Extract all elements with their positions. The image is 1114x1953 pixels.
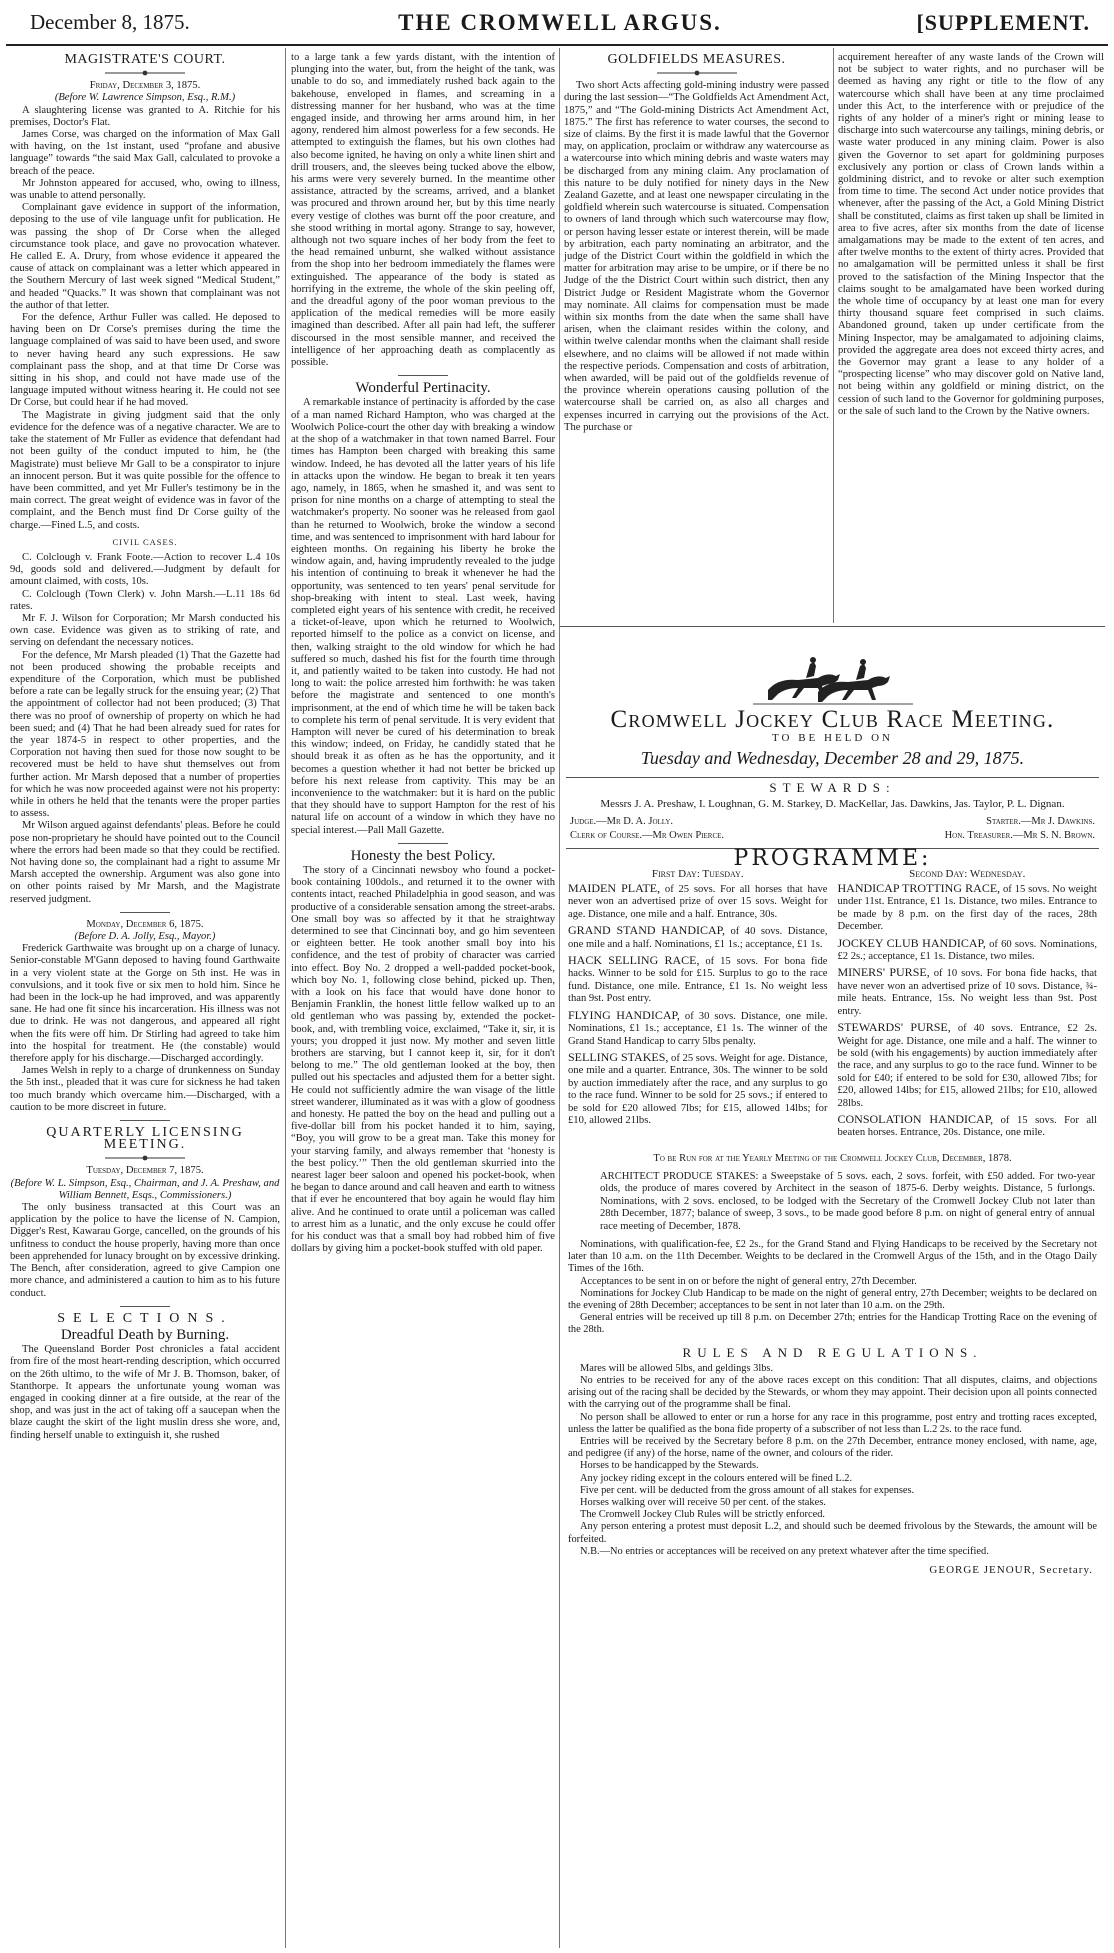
day-heading: First Day: Tuesday. xyxy=(651,867,744,880)
column-divider xyxy=(833,48,834,623)
selections-heading: SELECTIONS. xyxy=(57,1310,233,1326)
race-event xyxy=(568,1051,828,1127)
paragraph: The Magistrate in giving judgment said that the only evidence for the defence was of a negative character. We are to take the statement of Mr Fuller as evidence that defendant had not been guilty of the conduct imputed to him, he (the Magistrate) must believe Mr Gall to be a conspirator to injure an innocent person. But it was quite possible for the offence to have been committed, and yet Mr Fuller's testimony be in the main correct. The great weight of evidence was in favor of the complaint, and the Bench must find Dr Corse guilty of the charge.—Fined L.5, and costs. xyxy=(10,409,280,531)
divider xyxy=(566,777,1099,778)
event-name: FLYING HANDICAP, xyxy=(568,1007,680,1022)
article-heading: Dreadful Death by Burning. xyxy=(60,1326,230,1343)
bench: (Before D. A. Jolly, Esq., Mayor.) xyxy=(74,931,216,943)
event-name: SELLING STAKES, xyxy=(568,1049,669,1064)
race-meeting-title: Cromwell Jockey Club Race Meeting. xyxy=(610,706,1055,733)
ornament-rule xyxy=(105,70,185,76)
racehorses-engraving xyxy=(748,650,918,710)
magistrates-court-heading: MAGISTRATE'S COURT. xyxy=(64,52,226,67)
rule: No entries to be received for any of the above races except on this condition: That all disputes, claims, and objections arising out of the racing shall be decided by the Stewards, or whom they may appoint. Their decision upon all points connected with the carrying out of the programme shall be final. xyxy=(568,1375,1097,1411)
column-3 xyxy=(564,52,829,434)
event-details: of 15 sovs. No weight under 11st. Entrance, £1 1s. Distance, two miles. Entrance to be made by 8 p.m. on the first day of the races, 28th December. xyxy=(837,884,1097,933)
court-date: Friday, December 3, 1875. xyxy=(89,80,201,92)
paragraph: Frederick Garthwaite was brought up on a charge of lunacy. Senior-constable M'Gann deposed to having found Garthwaite in a very violent state at the Gorge on 5th inst. He was in convulsions, and it took five or six men to hold him. Since he had been in the lock-up he had improved, and was apparently sane. He had one fit since his incarceration. His illness was not due to drink. He was not dangerous, and appeared all right when the fits were off him. Dr Stirling had agreed to take him into the hospital for treatment. He (the constable) would therefore apply for his discharge.—Discharged accordingly. xyxy=(10,943,280,1065)
race-event xyxy=(568,954,828,1006)
paragraph: James Welsh in reply to a charge of drunkenness on Sunday the 5th inst., pleaded that it was cure for sickness he had taken too much brandy which overcame him.—Discharged, with a caution to be more discreet in future. xyxy=(10,1065,280,1113)
separator xyxy=(120,912,170,913)
column-4 xyxy=(838,52,1104,418)
paragraph: The only business transacted at this Court was an application by the police to have the license of N. Campion, Digger's Rest, Kawarau Gorge, cancelled, on the grounds of his unfitness to conduct the house properly, having more than once been apprehended for lunacy brought on by excessive drinking. The Bench, after consideration, agreed to give Campion one more chance, and administered a caution to him as to his future conduct. xyxy=(10,1202,280,1299)
stewards-list: Messrs J. A. Preshaw, I. Loughnan, G. M. Starkey, D. MacKellar, Jas. Dawkins, Jas. Taylor, P. L. Dignan. xyxy=(600,797,1065,810)
rules-list xyxy=(560,1363,1105,1558)
race-dates: Tuesday and Wednesday, December 28 and 29, 1875. xyxy=(640,748,1025,769)
ornament-rule xyxy=(105,1155,185,1161)
paragraph: Two short Acts affecting gold-mining industry were passed during the last session—“The Goldfields Act Amendment Act, 1875,” and “The Gold-mining Districts Act Amendment Act, 1875.” The first has reference to water courses, the second to size of claims. By the first it is made lawful that the Governor may, on application, proclaim or withdraw any watercourse as a watercourse into which mining debris and waste waters may be discharged from any mining claim. Any proclamation of this nature to be duly notified for ninety days in the New Zealand Gazette, and at least one newspaper circulating in the goldfield wherein such watercourse is situated. Compensation to owners of land through which such watercourse may flow, or person having lesser estate or interest therein, will be made by arbitration, each party nominating an arbitrator, and the judge of the District Court within the goldfield in which the matter for arbitration may arise to be umpire, or if there be no Judge of the the District Court within such district, then any District Judge or Resident Magistrate whom the Governor may nominate. All claims for compensation must be made within six months from the date when the same shall have arisen, when the claimant resides within the colony, and within twelve calendar months when the claimant shall reside elsewhere, and no claims will be allowed if not made within the respective periods. Compensation and costs of arbitration, when awarded, will be paid out of the goldfields revenue of the province wherein operations causing pollution of the watercourse shall be carried on, as also all charges and expenses incurred in carrying out the provisions of the Act. The purchase or xyxy=(564,80,829,433)
event-details: of 15 sovs. For all beaten horses. Entrance, 20s. Distance, one mile. xyxy=(837,1114,1097,1139)
race-event xyxy=(568,1009,828,1048)
paragraph: James Corse, was charged on the information of Max Gall with having, on the 1st instant, used “profane and abusive language” towards “the said Max Gall, calculated to provoke a breach of the peace. xyxy=(10,129,280,177)
first-day xyxy=(568,868,828,1143)
paragraph: For the defence, Arthur Fuller was called. He deposed to having been on Dr Corse's premises during the time the language complained of was said to have been used, and swore to never having heard any such expressions. He saw complainant pass the shop, and at that time Dr Corse was sitting in his shop, and could not have made use of the language imputed without witness hearing it. He could not see Dr Corse, but could hear if he had moved. xyxy=(10,312,280,409)
rule: Entries will be received by the Secretary before 8 p.m. on the 27th December, entrance money enclosed, with name, age, and pedigree (if any) of the horse, name of the owner, and colours of the rider. xyxy=(568,1436,1097,1460)
race-meeting-advert xyxy=(560,640,1105,1576)
race-event xyxy=(838,937,1098,964)
event-name: MINERS' PURSE, xyxy=(837,965,930,980)
paragraph: Nominations, with qualification-fee, £2 2s., for the Grand Stand and Flying Handicaps to be received by the Secretary not later than 10 a.m. on the 11th December. Weights to be declared in the Cromwell Argus of the 15th, and in the Otago Daily Times of the 16th. xyxy=(568,1238,1097,1275)
judge: Judge.—Mr D. A. Jolly. xyxy=(570,816,674,828)
article-heading: Wonderful Pertinacity. xyxy=(355,380,491,397)
event-details: of 30 sovs. Distance, one mile. Nominations, £1 1s.; acceptance, £1 1s. The winner of the Grand Stand Handicap to carry 5lbs penalty. xyxy=(568,1010,828,1047)
paragraph: Mr Wilson argued against defendants' pleas. Before he could pose non-proprietary he should have pointed out to the Council where the errors had been made so that they could be rectified. Not having done so, the complainant had a right to assume Mr Marsh accepted the ownership. Argument was also gone into on other points raised by Mr Marsh, and the Magistrate reserved judgment. xyxy=(10,820,280,905)
event-name: MAIDEN PLATE, xyxy=(568,881,661,896)
officials-row xyxy=(570,816,1095,828)
event-details: of 60 sovs. Nominations, £2 2s.; acceptance, £1 1s. Distance, two miles. xyxy=(837,938,1097,963)
rule: Mares will be allowed 5lbs, and geldings 3lbs. xyxy=(580,1362,774,1374)
bench: (Before W. Lawrence Simpson, Esq., R.M.) xyxy=(54,92,236,104)
treasurer: Hon. Treasurer.—Mr S. N. Brown. xyxy=(944,830,1095,842)
race-event xyxy=(838,1021,1098,1110)
paragraph: For the defence, Mr Marsh pleaded (1) That the Gazette had not been produced showing the probable receipts and expenditure of the Corporation, which must be published before a rate can be legally struck for the ensuing year; (2) That the appointment of collector had not been produced; (3) That there was no proof of ownership of property on which he had been sued; and (4) That he had been already sued for rates for the year 1874-5 in respect to other properties, and the Corporation not having then sued for those now sought to be recovered must be held to have shut themselves out from further action. Mr Marsh deposed that a number of properties for which he was now proceeded against were not his property: while in others he held that the tenants were the proper parties to assess. xyxy=(10,649,280,820)
article-heading: Honesty the best Policy. xyxy=(350,847,496,864)
event-name: STEWARDS' PURSE, xyxy=(837,1020,951,1035)
event-name: ARCHITECT PRODUCE STAKES: xyxy=(600,1170,759,1182)
column-1 xyxy=(10,52,280,1442)
separator xyxy=(398,375,448,376)
paragraph: to a large tank a few yards distant, with the intention of plunging into the water, but, from the height of the tank, was unable to do so, and immediately rushed back again to the bakehouse, enveloped in flames, and screaming in a distressing manner for her husband, who was at the time engaged inside, and throwing her arms around him, in her agony, rendered him almost powerless for a few seconds. He attempted to extinguish the flames, but his own clothes had also become ignited, he having on only a white linen shirt and drill trousers, and, the sleeves being tucked above the elbow, his arms were very severely burned. In the meantime other assistance, attracted by the screams, arrived, and a blanket was procured and thrown around her, but by this time nearly every vestige of clothes was burnt off the poor creature, and she stood writhing in mortal agony. Strange to say, however, although not two square inches of her body from the feet to the head remained unburnt, she walked without assistance from the shop into her bedroom immediately the flames were extinguished. The appearance of the body is stated as horrifying in the extreme, the whole of the skin peeling off, and the dreadful agony of the poor woman previous to the application of the medical remedies will be more easily imagined than described. After all pain had left, the sufferer discoursed in the most sensible manner, and received the intelligence of her approaching death as complacently as possible. xyxy=(291,52,555,369)
column-2 xyxy=(291,52,555,1256)
event-details: of 40 sovs. Entrance, £2 2s. Weight for age. Distance, one mile and a half. The winner to be sold (with his engagements) by auction immediately after the race, and any surplus to go to the race fund. Winner to be sold for £40; if entered to be sold for £30, allowed 7lbs; for £20, allowed 14lbs; for £15, allowed 21lbs; for £10, allowed 28lbs. xyxy=(837,1023,1097,1109)
event-details: of 10 sovs. For bona fide hacks, that have never won an advertised prize of 10 sovs. Distance, ¾-mile heats. Entrance, 15s. No weight less than 9st. Post entry. xyxy=(837,968,1097,1017)
paragraph: Nominations for Jockey Club Handicap to be made on the night of general entry, 27th December; weights to be declared on the evening of 28th December; acceptances to be sent in not later than 10 a.m. on the 29th. xyxy=(568,1287,1097,1311)
rule: No person shall be allowed to enter or run a horse for any race in this programme, post entry and trotting races excepted, unless the latter be qualified as the bona fide property of a subscriber of not less than L.2 2s. to the race fund. xyxy=(568,1411,1097,1435)
masthead-rule xyxy=(6,44,1108,46)
event-details: of 25 sovs. Weight for age. Distance, one mile and a quarter. Entrance, 30s. The winner to be sold by auction immediately after the race, and any surplus to go to the race fund. Winner to be sold for 25 sovs.; if entered to be sold for £20 allowed 7lbs; for £15, allowed 14lbs; for £10, allowed 21lbs. xyxy=(568,1052,828,1126)
supplement-label: [SUPPLEMENT. xyxy=(916,10,1090,35)
yearly-meeting-note: To be Run for at the Yearly Meeting of the Cromwell Jockey Club, December, 1878. xyxy=(653,1152,1012,1164)
race-event xyxy=(838,1113,1098,1140)
paragraph: Mr Johnston appeared for accused, who, owing to illness, was unable to attend personally. xyxy=(10,177,280,202)
goldfields-heading: GOLDFIELDS MEASURES. xyxy=(607,52,786,67)
race-event xyxy=(838,882,1098,934)
event-details: of 15 sovs. For bona fide hacks. Winner to be sold for £15. Surplus to go to the race fund. Distance, one mile. Entrance, £1 1s. No weight less than 9st. Post entry. xyxy=(568,956,828,1005)
section-rule xyxy=(560,626,1105,627)
rule: Horses to be handicapped by the Stewards. xyxy=(580,1460,759,1472)
rule: Horses walking over will receive 50 per cent. of the stakes. xyxy=(580,1497,826,1509)
event-name: CONSOLATION HANDICAP, xyxy=(837,1111,994,1126)
secretary-signature: GEORGE JENOUR, Secretary. xyxy=(929,1564,1093,1577)
paragraph: A slaughtering license was granted to A. Ritchie for his premises, Doctor's Flat. xyxy=(10,104,280,128)
entry-conditions xyxy=(560,1239,1105,1337)
newspaper-title: THE CROMWELL ARGUS. xyxy=(398,10,722,35)
event-details: a Sweepstake of 5 sovs. each, 2 sovs. forfeit, with £50 added. For two-year olds, the produce of mares covered by Architect in the season of 1875-6. Derby weights. Distance, 5 furlongs. Nominations, with 2 sovs. enclosed, to be lodged with the Secretary of the Cromwell Jockey Club not later than 28th December, 1877; balance of sweep, 3 sovs., to be made good before 8 p.m. on night of general entry of annual race meeting of December, 1878. xyxy=(600,1170,1095,1232)
paragraph: Acceptances to be sent in on or before the night of general entry, 27th December. xyxy=(580,1275,917,1287)
starter: Starter.—Mr J. Dawkins. xyxy=(986,816,1095,828)
rule: N.B.—No entries or acceptances will be received on any pretext whatever after the time specified. xyxy=(580,1545,989,1557)
masthead xyxy=(30,10,1090,40)
issue-date: December 8, 1875. xyxy=(30,10,190,34)
paragraph: C. Colclough v. Frank Foote.—Action to recover L.4 10s 9d, goods sold and delivered.—Judgment by default for amount claimed, with costs, 10s. xyxy=(10,551,280,588)
licensing-heading: QUARTERLY LICENSING MEETING. xyxy=(46,1125,244,1153)
paragraph: A remarkable instance of pertinacity is afforded by the case of a man named Richard Hampton, who was charged at the Woolwich Police-court the other day with breaking a window at the shop of a watchmaker in that town named Barrel. Four times has Hampton been charged with breaking this same window. Indeed, he has devoted all the latter years of his life in attacks upon the window. He began to break it ten years ago, namely, in 1865, when he smashed it, and was sent to prison for nine months on a charge of attempting to steal the watchmaker's property. No sooner was he released from gaol than he returned to Woolwich, broke the window a second time, and was sentenced to imprisonment with hard labour for eighteen months. On regaining his liberty he broke the window again, and, having imprudently revealed to the judge his intention of continuing to break it whenever he had the opportunity, was sentenced to ten years' penal servitude for shop-breaking with intent to steal. Last week, having completed eight years of his sentence with credit, he received a ticket-of-leave, upon which he returned to Woolwich, reported himself to the police as a convict on license, and then, walking straight to the old window for which he had suffered so much, dashed his fist for the fourth time through it, and patiently waited to be taken into custody. He had not long to wait: the police arrested him forthwith: he was taken before the magistrate and sentenced to one month's imprisonment, at the end of which time he will be taken back to complete his term of penal servitude. It is very evident that Hampton will never be cured of his determination to break this window; indeed, on Friday, he candidly stated that he should break it as often as he has the opportunity, and it becomes a question whether it had not better be bricked up before his next release from captivity. This may be an inconvenience to the watchmaker: but it is hard on the public that they should have to support Hampton for the rest of his natural life on account of a window in which they have no special interest.—Pall Mall Gazette. xyxy=(291,397,555,836)
day-heading: Second Day: Wednesday. xyxy=(909,867,1026,880)
rule: Five per cent. will be deducted from the gross amount of all stakes for expenses. xyxy=(580,1484,915,1496)
race-event xyxy=(838,966,1098,1018)
officials-row xyxy=(570,830,1095,842)
paragraph: The Queensland Border Post chronicles a fatal accident from fire of the most heart-rending description, which occurred on the 26th ultimo, to the wife of Mr J. B. Thomson, baker, of Stanthorpe. It appears the unfortunate young woman was engaged in cooking dinner at a fire outside, at the rear of the shop, and was just in the act of taking off a saucepan when the blaze caught the skirt of the light muslin dress she wore, and, finding herself unable to extinguish it, she rushed xyxy=(10,1344,280,1441)
ornament-rule xyxy=(657,70,737,76)
column-divider xyxy=(285,48,286,1948)
day-events xyxy=(568,882,828,1127)
paragraph: acquirement hereafter of any waste lands of the Crown will not be subject to water rights, and no purchaser will be deemed as having any right or title to the flow of any watercourse which shall have been at any time proclaimed under this Act, to the interference with or prejudice of the rights of any holder of a miner's right or mining lease to discharge into such watercourse any tailings, mining debris, or waste water produced in any mining claim. Power is also given the Governor to set apart for goldmining purposes exclusively any portion or class of Crown lands within a goldmining district, and to revoke or alter such exemption from time to time. The second Act under notice provides that whenever, after the passing of the Act, a Gold Mining District shall be constituted, claims as first taken up shall be limited in area to five acres, after six months from the date of license amalgamations may be made to the extent of ten acres, and after twelve months to the extent of thirty acres. Provided that no amalgamation will be permitted unless it shall be first proved to the satisfaction of the Mining Inspector that the claims sought to be amalgamated have been worked during the whole time of occupancy by at least one man for every thirty thousand square feet comprised in such claims. Abandoned ground, taken up under certificate from the Mining Inspector, may be amalgamated to adjoining claims, provided the aggregate area does not exceed thirty acres, and the Governor may grant a lease to any holder of a “prospecting license” who may discover gold on Native land, not being within any goldfield or mining district, on the cession of such land to the Governor for goldmining purposes, or the sale of such land to the Crown by the Native owners. xyxy=(838,52,1104,417)
race-event xyxy=(568,882,828,921)
event-details: of 25 sovs. For all horses that have never won an advertised prize of over 15 sovs. Weight for age. Distance, one mile and a half. Entrance, 30s. xyxy=(568,884,828,920)
race-days xyxy=(568,868,1097,1143)
stewards-heading: STEWARDS: xyxy=(769,779,896,795)
bench: (Before W. L. Simpson, Esq., Chairman, and J. A. Preshaw, and William Bennett, Esqs., Commissioners.) xyxy=(10,1177,280,1201)
rules-heading: RULES AND REGULATIONS. xyxy=(682,1344,983,1360)
paragraph: C. Colclough (Town Clerk) v. John Marsh.—L.11 18s 6d rates. xyxy=(10,588,280,612)
event-name: GRAND STAND HANDICAP, xyxy=(568,923,726,938)
clerk-of-course: Clerk of Course.—Mr Owen Pierce. xyxy=(570,830,725,842)
paragraph: The story of a Cincinnati newsboy who found a pocket-book containing 100dols., and returned it to the owner with contents intact, reached Philadelphia in good season, and was productive of a considerable sensation among the street-arabs. One small boy was so affected by it that he straightway determined to see that Cincinnati boy, and go him seventeen or eighteen better. He took another small boy into his confidence, and the test of probity of character was carried into effect. Boy No. 2 dropped a well-padded pocket-book, which boy No. 1, following close behind, picked up. Then, with a look on his face that would have done honor to Benjamin Franklin, the honest little fellow walked up to an old gentleman who was passing by, extended the pocket-book, and, with trembling voice, exclaimed, “Take it, sir, it is yours; you dropped it just now. My mother and seven little brothers are starving, but I cannot keep it, sir, for it don't belong to me.” The old gentleman looked at the boy, then pulled out his spectacles and adjusted them for a better sight. He could not sufficiently admire the wan visage of the little street wanderer, illuminated as it was with a glow of goodness and honesty. He patted the boy on the head and pulling out a five-dollar bill from his pocket handed it to him, saying, “Boy, you will grow to be a great man. Take this money for your starving family, and always remember that ‘honesty is the best policy.’” Then the old gentleman skurried into the nearest lager beer saloon and opened his pocket-book, when he began to dance around and call heaven and earth to witness that if ever he encountered that boy again he would flay him alive. And he continued to orate until a policeman was called to arrest him as a lunatic, and the only excuse he could offer for his conduct was that a small boy had robbed him of five dollars by giving him a pocket-book stuffed with old paper. xyxy=(291,865,555,1255)
paragraph: Complainant gave evidence in support of the information, deposing to the use of vile language unfit for publication. He was passing the shop of Dr Corse when the alleged circumstance took place, and gave no provocation whatever. He called E. A. Drury, from whose evidence it appeared the cause of attack on complainant was a letter which appeared in the Southern Mercury of last week signed “Medical Student,” and headed “Quacks.” It was shown that complainant was not the author of that letter. xyxy=(10,202,280,311)
separator xyxy=(120,1120,170,1121)
rule: Any jockey riding except in the colours entered will be fined L.2. xyxy=(580,1472,853,1484)
event-name: HACK SELLING RACE, xyxy=(568,953,700,968)
rule: Any person entering a protest must deposit L.2, and should such be deemed frivolous by the Stewards, the amount will be forfeited. xyxy=(568,1521,1097,1545)
second-day xyxy=(838,868,1098,1143)
rule: The Cromwell Jockey Club Rules will be strictly enforced. xyxy=(580,1509,825,1521)
architect-stakes xyxy=(600,1171,1095,1233)
court-date: Tuesday, December 7, 1875. xyxy=(86,1165,204,1177)
event-name: HANDICAP TROTTING RACE, xyxy=(837,881,1001,896)
separator xyxy=(398,843,448,844)
event-details: of 40 sovs. Distance, one mile and a half. Nominations, £1 1s.; acceptance, £1 1s. xyxy=(568,926,828,950)
to-be-held-on: TO BE HELD ON xyxy=(772,732,893,745)
race-event xyxy=(568,924,828,951)
event-name: JOCKEY CLUB HANDICAP, xyxy=(837,935,986,950)
paragraph: Mr F. J. Wilson for Corporation; Mr Marsh conducted his own case. Evidence was given as to striking of rate, and serving on defendant the necessary notices. xyxy=(10,612,280,649)
day-events xyxy=(838,882,1098,1140)
paragraph: General entries will be received up till 8 p.m. on December 27th; entries for the Handicap Trotting Race on the evening of the 28th. xyxy=(568,1312,1097,1336)
separator xyxy=(120,1306,170,1307)
programme-heading: PROGRAMME: xyxy=(733,846,932,872)
court-date: Monday, December 6, 1875. xyxy=(86,918,204,930)
civil-cases-heading: CIVIL CASES. xyxy=(112,536,178,547)
